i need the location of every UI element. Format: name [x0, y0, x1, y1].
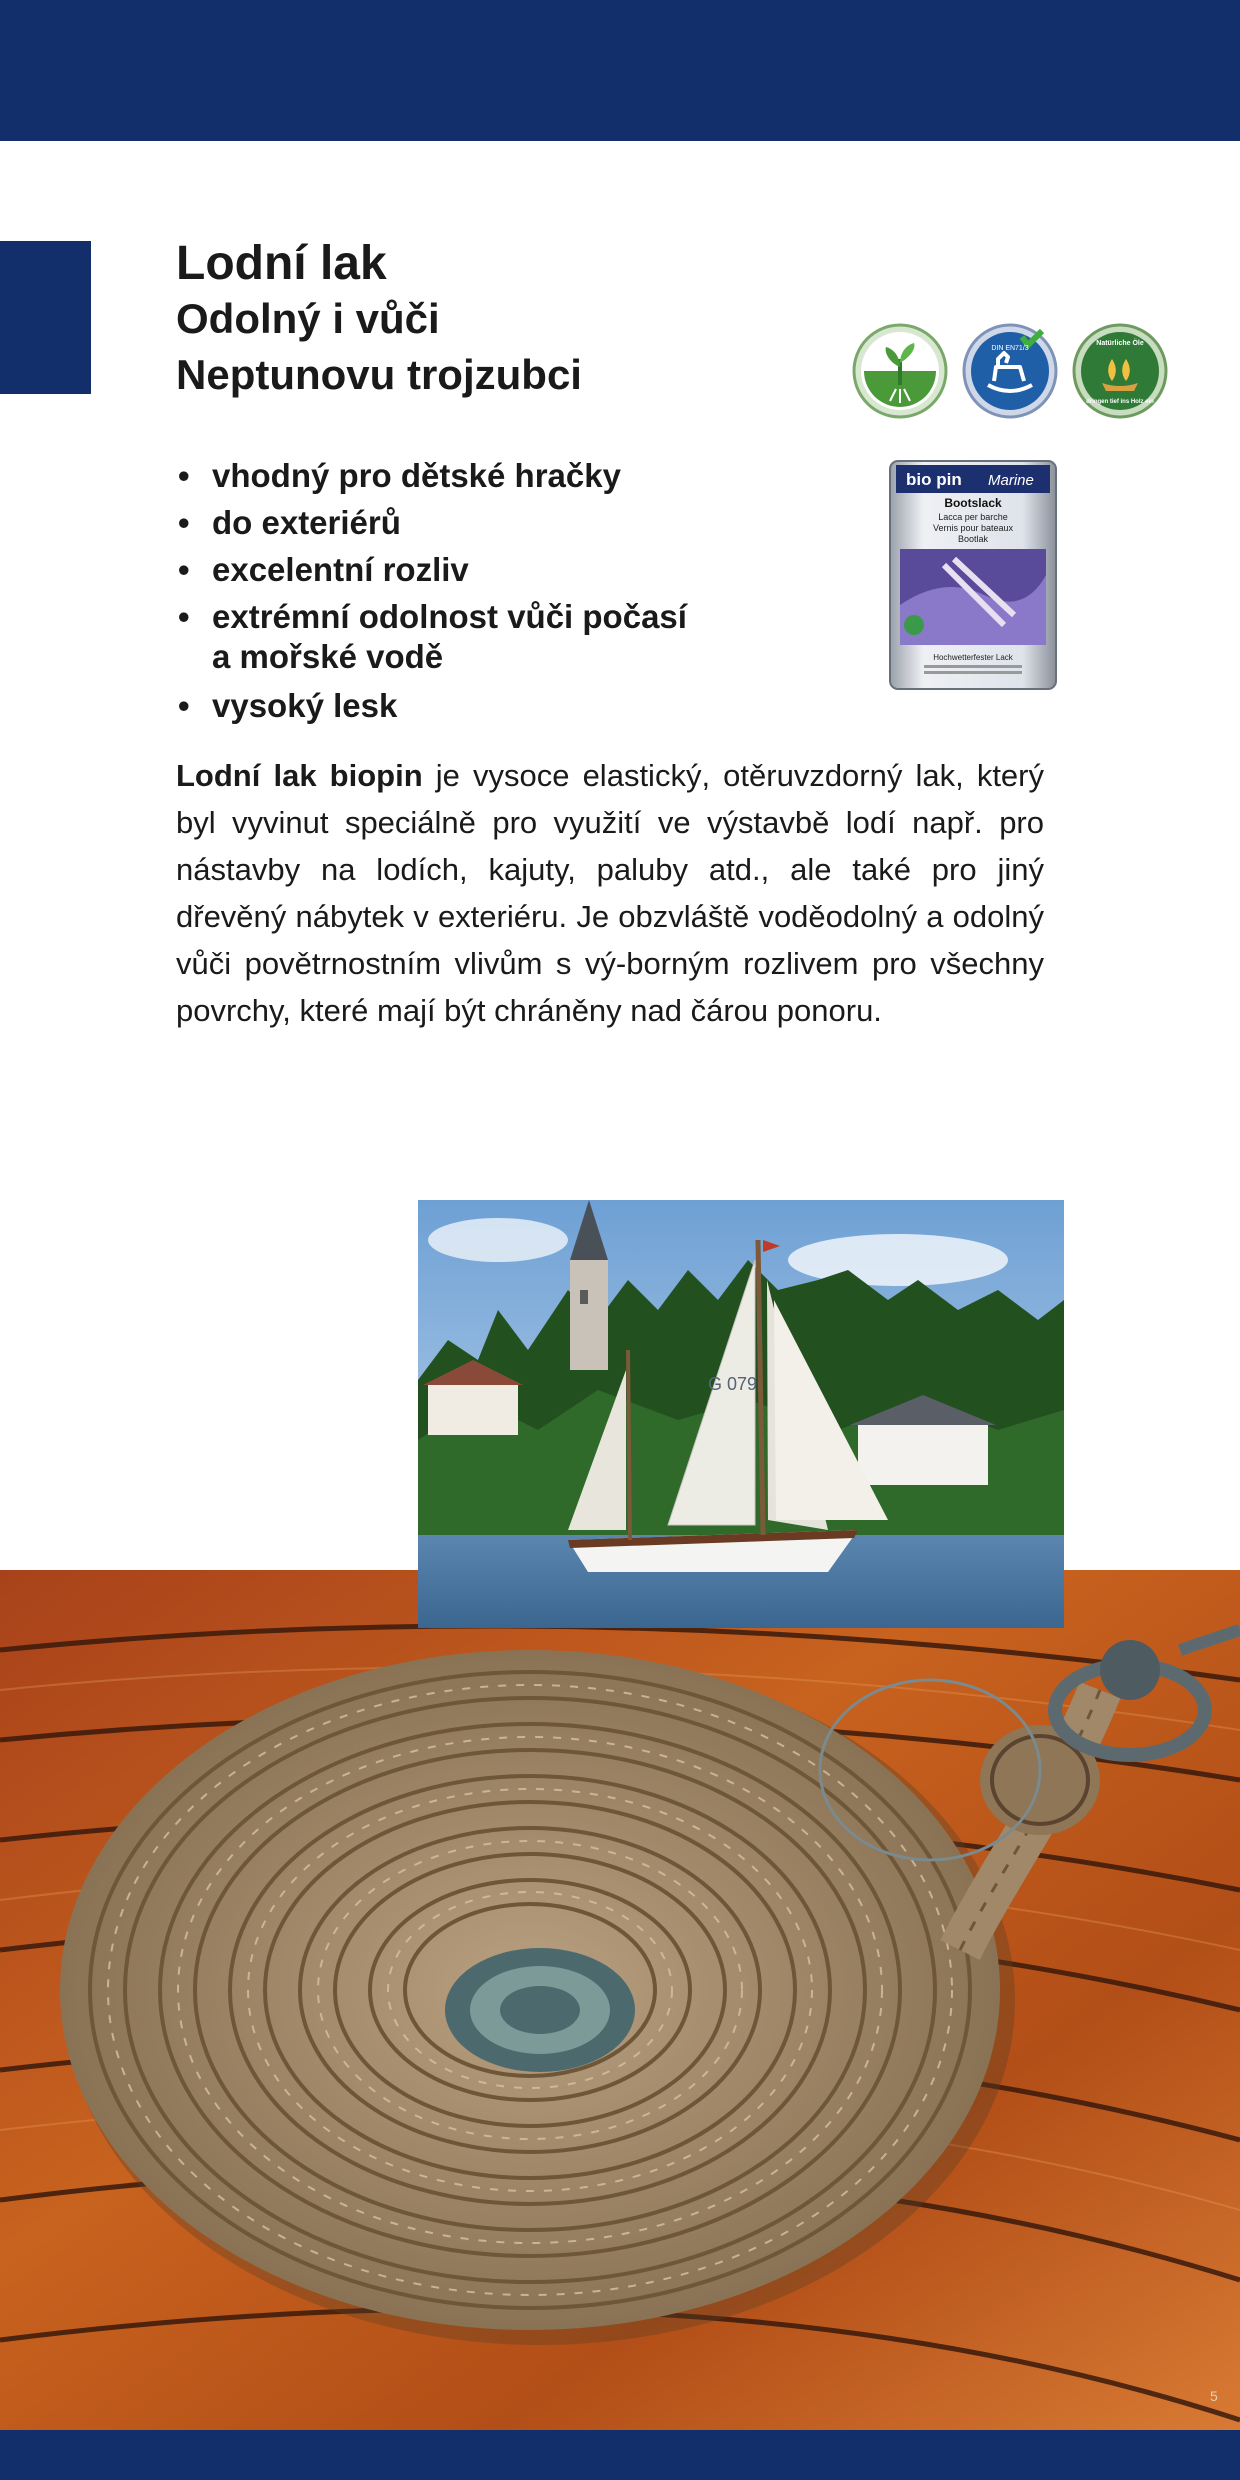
wooden-deck-rope-photo — [0, 1570, 1240, 2430]
feature-text: a mořské vodě — [212, 638, 444, 675]
top-header-bar — [0, 0, 1240, 141]
page-title: Lodní lak — [176, 237, 387, 290]
din-label: DIN EN71/3 — [991, 345, 1029, 352]
natural-oil-label-top: Natürliche Öle — [1096, 340, 1144, 347]
list-item-continuation — [176, 633, 736, 680]
feature-list — [176, 452, 736, 729]
can-footer-text: Hochwetterfester Lack — [933, 653, 1013, 662]
list-item: • vhodný pro dětské hračky — [178, 457, 621, 494]
can-name-nl: Bootlak — [957, 534, 989, 544]
feature-text: do exteriérů — [212, 504, 401, 541]
product-can-image — [884, 455, 1062, 695]
plant-seedling-badge-icon — [852, 323, 948, 419]
bottom-footer-bar — [0, 2430, 1240, 2480]
feature-text: vysoký lesk — [212, 687, 398, 724]
can-brand: bio pin — [906, 470, 962, 489]
list-item: • vysoký lesk — [178, 687, 398, 724]
side-accent-tab — [0, 241, 91, 394]
page-number: 5 — [1210, 2388, 1218, 2404]
rocking-horse-toy-safety-badge-icon — [962, 323, 1058, 419]
page-subtitle-line-2: Neptunovu trojzubci — [176, 351, 582, 398]
can-line: Marine — [988, 472, 1034, 489]
can-name-fr: Vernis pour bateaux — [932, 523, 1014, 533]
can-name-de: Bootslack — [944, 496, 1002, 510]
product-description — [176, 752, 1044, 1034]
description-body: je vysoce elastický, otěruvzdorný lak, který byl vyvinut speciálně pro využití ve výstavbě lodí např. pro nástavby na lodích, kajuty, paluby atd., ale také pro jiný dřevěný nábytek v exteriéru. Je obzvláště voděodolný a odolný vůči povětrnostním vlivům s vý-borným rozlivem pro všechny povrchy, které mají být chráněny nad čárou ponoru. — [176, 758, 1044, 1028]
sailboat-harbor-photo — [418, 1200, 1064, 1628]
can-name-it: Lacca per barche — [938, 512, 1008, 522]
natural-oils-badge-icon — [1072, 323, 1168, 419]
list-item: • extrémní odolnost vůči počasí — [178, 598, 687, 635]
natural-oil-label-bottom: dringen tief ins Holz ein — [1086, 399, 1154, 405]
feature-text: excelentní rozliv — [212, 551, 469, 588]
feature-text: extrémní odolnost vůči počasí — [212, 598, 687, 635]
page-subtitle-line-1: Odolný i vůči — [176, 295, 440, 342]
sail-number: G 079 — [708, 1374, 758, 1394]
list-item: • excelentní rozliv — [178, 551, 469, 588]
feature-text: vhodný pro dětské hračky — [212, 457, 621, 494]
list-item: • do exteriérů — [178, 504, 401, 541]
description-lead: Lodní lak biopin — [176, 758, 423, 793]
